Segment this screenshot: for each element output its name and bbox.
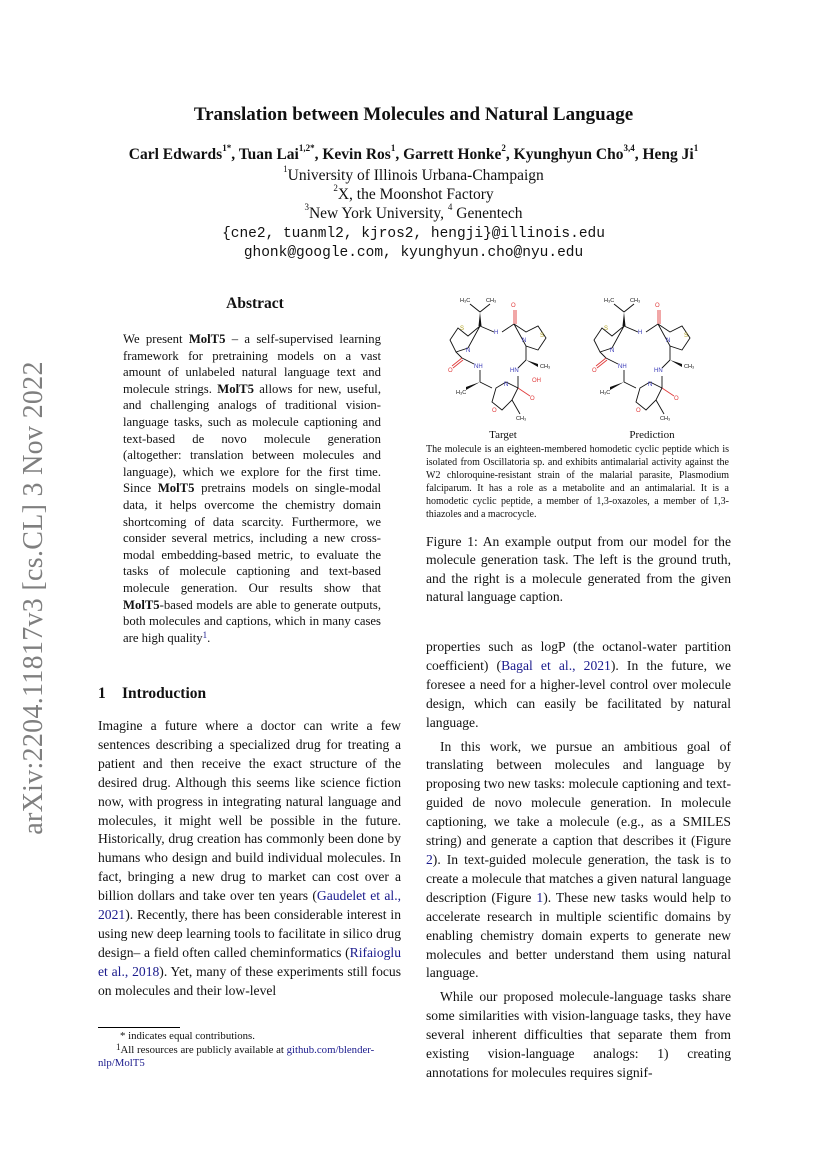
- paragraph: properties such as logP (the octanol-water partition coefficient) (Bagal et al., 2021). In the future, we foresee a need for a higher-level control over molecule design, which can easily be facilitated by natural language.: [426, 639, 731, 730]
- target-label: Target: [489, 429, 517, 441]
- section-heading-introduction: [98, 685, 206, 703]
- affiliation-uiuc: $^1$University of Illinois Urbana-Champaign: [283, 164, 544, 184]
- github-link[interactable]: github.com/blender-nlp/MolT5: [98, 1043, 375, 1069]
- svg-text:HN: HN: [654, 368, 663, 374]
- svg-text:S: S: [604, 326, 609, 332]
- footnote-resources: $^1$All resources are publicly available at github.com/blender-nlp/MolT5: [98, 1041, 375, 1069]
- paper-title: Translation between Molecules and Natural Language: [193, 104, 634, 125]
- svg-text:N: N: [648, 382, 653, 388]
- svg-text:N: N: [522, 338, 527, 344]
- arxiv-watermark: [12, 350, 56, 845]
- svg-text:NH: NH: [474, 364, 483, 370]
- svg-text:OH: OH: [532, 378, 541, 384]
- svg-text:O: O: [655, 303, 660, 309]
- figure-1-caption: Figure 1: An example output from our model for the molecule generation task. The left is the ground truth, and the right is a molecule generated from the given natural language caption.: [426, 534, 731, 604]
- abstract-heading: Abstract: [226, 295, 284, 312]
- affiliation-x: $^2$X, the Moonshot Factory: [333, 183, 494, 203]
- citation-link[interactable]: 2: [426, 851, 433, 867]
- email-line-2: ghonk@google.com, kyunghyun.cho@nyu.edu: [243, 245, 584, 261]
- footnote-marker[interactable]: 1: [202, 629, 208, 640]
- footnote-divider: [98, 1027, 180, 1028]
- section-number: 1: [98, 685, 106, 702]
- intro-right-column: [426, 638, 731, 1083]
- svg-text:NH: NH: [618, 364, 627, 370]
- svg-text:O: O: [674, 396, 679, 402]
- footnotes: [98, 1030, 403, 1071]
- svg-text:CH₃: CH₃: [684, 364, 695, 370]
- svg-text:O: O: [592, 368, 597, 374]
- target-molecule: [448, 298, 550, 422]
- predicted-molecule: [592, 298, 694, 422]
- author-list: Carl Edwards$^{1*}$, Tuan Lai$^{1,2*}$, Kevin Ros$^1$, Garrett Honke$^2$, Kyunghyun Cho$^{3,4}$, Heng Ji$^1$: [128, 143, 699, 163]
- svg-text:S: S: [460, 326, 465, 332]
- bold-term: MolT5: [123, 597, 160, 612]
- svg-text:O: O: [530, 396, 535, 402]
- svg-text:H: H: [494, 330, 499, 336]
- svg-text:O: O: [492, 408, 497, 414]
- author: Heng Ji$^1$: [642, 143, 699, 163]
- svg-text:CH₃: CH₃: [660, 416, 671, 422]
- citation-link[interactable]: Bagal et al., 2021: [501, 657, 611, 673]
- abstract-body: We present MolT5 – a self-supervised learning framework for pretraining models on a vast amount of unlabeled natural language text and molecule strings. MolT5 allows for new, useful, and challenging analogs of traditional vision-language tasks, such as molecule captioning and text-based de novo molecule generation (altogether: translation between molecules and language), which we explore for the first time. Since MolT5 pretrains models on single-modal data, it helps overcome the chemistry domain shortcoming of data scarcity. Furthermore, we consider several metrics, including a new cross-modal embedding-based metric, to evaluate the tasks of molecule captioning and text-based molecule generation. Our results show that MolT5-based models are able to generate outputs, both molecules and captions, which in many cases are high quality$^1$.: [123, 332, 381, 645]
- svg-text:CH₃: CH₃: [486, 298, 497, 304]
- author: Garrett Honke$^2$: [403, 143, 506, 163]
- svg-text:HN: HN: [510, 368, 519, 374]
- svg-text:O: O: [448, 368, 453, 374]
- figure-1-molecule-description: The molecule is an eighteen-membered homodetic cyclic peptide which is isolated from Oscillatoria sp. and exhibits antimalarial activity against the W2 chloroquine-resistant strain of the malarial parasite, Plasmodium falciparum. It has a role as a metabolite and an antimalarial. It is a homodetic cyclic peptide, a member of 1,3-oxazoles, a member of 1,3-thiazoles and a macrocycle.: [426, 444, 729, 520]
- svg-text:H: H: [638, 330, 643, 336]
- author: Kevin Ros$^1$: [322, 143, 396, 163]
- svg-text:H₃C: H₃C: [600, 390, 611, 396]
- affiliation-nyu-genentech: $^3$New York University, $^4$ Genentech: [304, 202, 523, 222]
- paragraph: While our proposed molecule-language tasks share some similarities with vision-language tasks, they have several inherent difficulties that separate them from existing vision-language analogs: 1) creating annotations for molecules requires signif-: [426, 989, 731, 1080]
- arxiv-id-label: arXiv:2204.11817v3 [cs.CL] 3 Nov 2022: [18, 360, 49, 835]
- author: Kyunghyun Cho$^{3,4}$: [513, 143, 635, 163]
- svg-text:S: S: [540, 333, 545, 339]
- bold-term: MolT5: [188, 332, 226, 346]
- footnote-equal-contribution: * indicates equal contributions.: [120, 1030, 255, 1042]
- citation-link[interactable]: Gaudelet et al., 2021: [98, 888, 401, 923]
- svg-text:H₃C: H₃C: [456, 390, 467, 396]
- svg-text:S: S: [684, 333, 689, 339]
- molecule-structures-image: [440, 292, 725, 444]
- svg-text:CH₃: CH₃: [516, 416, 527, 422]
- paragraph: In this work, we pursue an ambitious goal of translating between molecules and language by proposing two new tasks: molecule captioning and text-guided de novo molecule generation. In molecule captioning, we take a molecule (e.g., as a SMILES string) and generate a caption that describes it (Figure 2). In text-guided molecule generation, the task is to create a molecule that matches a given natural language description (Figure 1). These new tasks would help to accelerate research in multiple scientific domains by enabling chemistry domain experts to generate new molecules and better understand them using natural language.: [426, 738, 732, 981]
- prediction-label: Prediction: [629, 429, 675, 441]
- citation-link[interactable]: 1: [536, 889, 544, 905]
- svg-text:N: N: [666, 338, 671, 344]
- author: Carl Edwards$^{1*}$: [128, 143, 232, 163]
- paragraph: Imagine a future where a doctor can write a few sentences describing a specialized drug for treating a patient and then receive the exact structure of the desired drug. Although this seems like science fiction now, with progress in integrating natural language and molecules, it might well be possible in the future. Historically, drug creation has commonly been done by humans who design and build individual molecules. In fact, bringing a new drug to market can cost over a billion dollars and take over ten years (Gaudelet et al., 2021). Recently, there has been considerable interest in using new deep learning tools to facilitate in silico drug design– a field often called cheminformatics (Rifaioglu et al., 2018). Yet, many of these experiments still focus on molecules and their low-level: [98, 718, 402, 998]
- bold-term: MolT5: [157, 481, 195, 496]
- svg-text:H₃C: H₃C: [604, 298, 615, 304]
- section-title: Introduction: [122, 685, 207, 702]
- svg-text:O: O: [511, 303, 516, 309]
- email-line-1: {cne2, tuanml2, kjros2, hengji}@illinois.edu: [222, 226, 605, 242]
- svg-text:CH₃: CH₃: [630, 298, 641, 304]
- author: Tuan Lai$^{1,2*}$: [238, 143, 315, 163]
- svg-text:CH₃: CH₃: [540, 364, 551, 370]
- svg-text:H₃C: H₃C: [460, 298, 471, 304]
- intro-left-column: [98, 717, 401, 1001]
- citation-link[interactable]: Rifaioglu et al., 2018: [98, 944, 401, 979]
- bold-term: MolT5: [217, 381, 254, 396]
- svg-text:N: N: [610, 348, 615, 354]
- figure-1-molecules: [440, 292, 725, 422]
- svg-text:N: N: [504, 382, 509, 388]
- svg-text:N: N: [466, 348, 471, 354]
- svg-text:O: O: [636, 408, 641, 414]
